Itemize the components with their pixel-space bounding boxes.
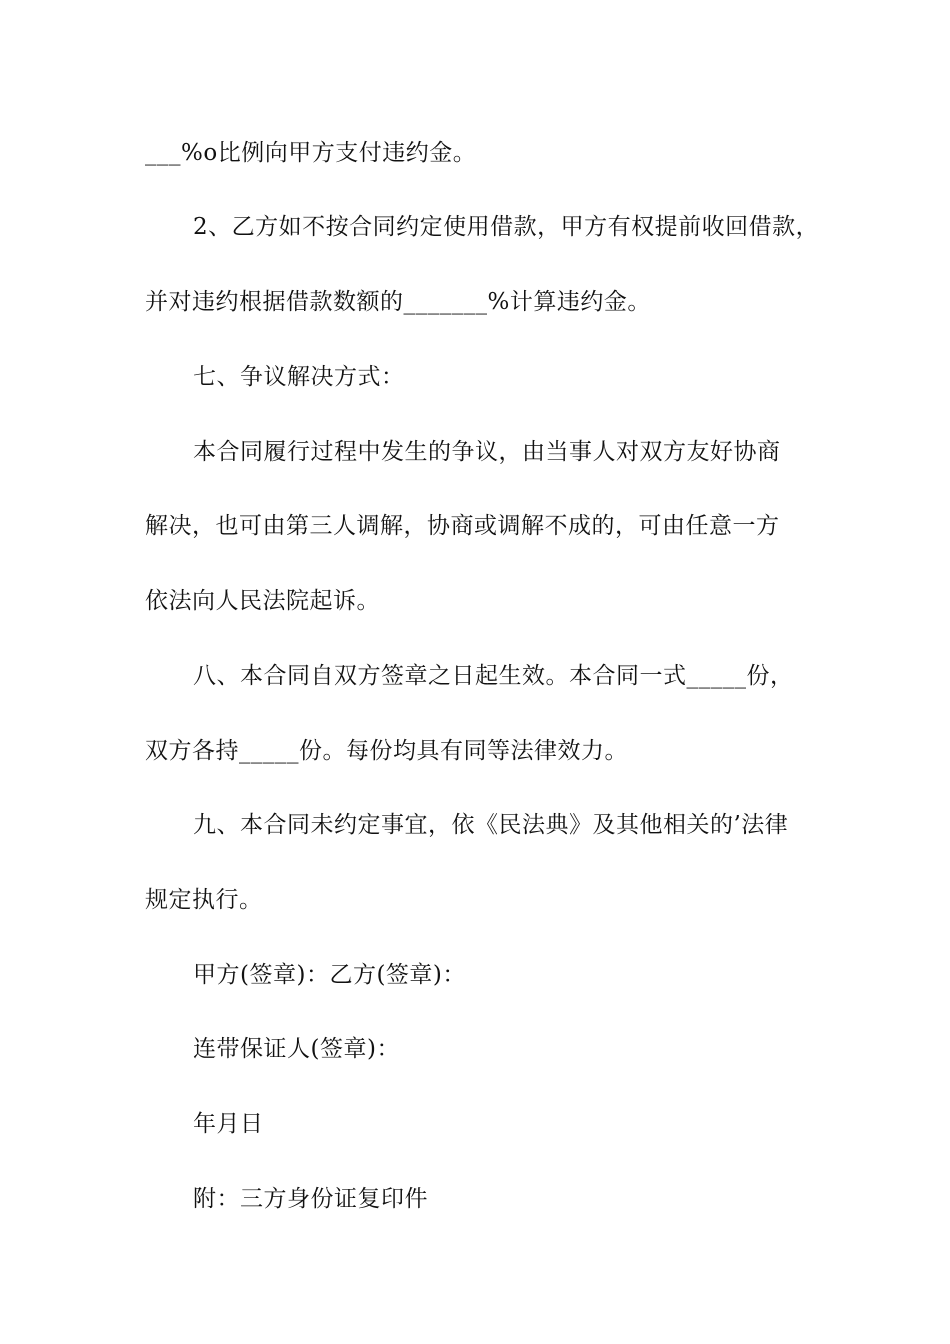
text-line-dispute-3: 依法向人民法院起诉。 — [145, 588, 380, 614]
section-heading-dispute: 七、争议解决方式： — [193, 364, 405, 390]
text-line-clause-9: 九、本合同未约定事宜，依《民法典》及其他相关的’法律 — [193, 812, 789, 838]
signature-guarantor: 连带保证人(签章)： — [193, 1036, 400, 1062]
text-line-dispute-1: 本合同履行过程中发生的争议，由当事人对双方友好协商 — [193, 439, 781, 465]
text-line-clause-2: 2、乙方如不按合同约定使用借款，甲方有权提前收回借款， — [193, 214, 820, 240]
date-line: 年月日 — [193, 1111, 264, 1137]
text-line-clause-2-cont: 并对违约根据借款数额的_______%计算违约金。 — [145, 289, 651, 315]
text-line-dispute-2: 解决，也可由第三人调解，协商或调解不成的，可由任意一方 — [145, 513, 780, 539]
text-line-clause-9-cont: 规定执行。 — [145, 887, 263, 913]
attachment-note: 附：三方身份证复印件 — [193, 1186, 428, 1212]
text-line-clause-8: 八、本合同自双方签章之日起生效。本合同一式_____份， — [193, 663, 794, 689]
text-line-penalty-ratio: ___%o比例向甲方支付违约金。 — [145, 140, 477, 166]
signature-parties: 甲方(签章)：乙方(签章)： — [193, 962, 466, 988]
text-line-clause-8-cont: 双方各持_____份。每份均具有同等法律效力。 — [145, 738, 628, 764]
